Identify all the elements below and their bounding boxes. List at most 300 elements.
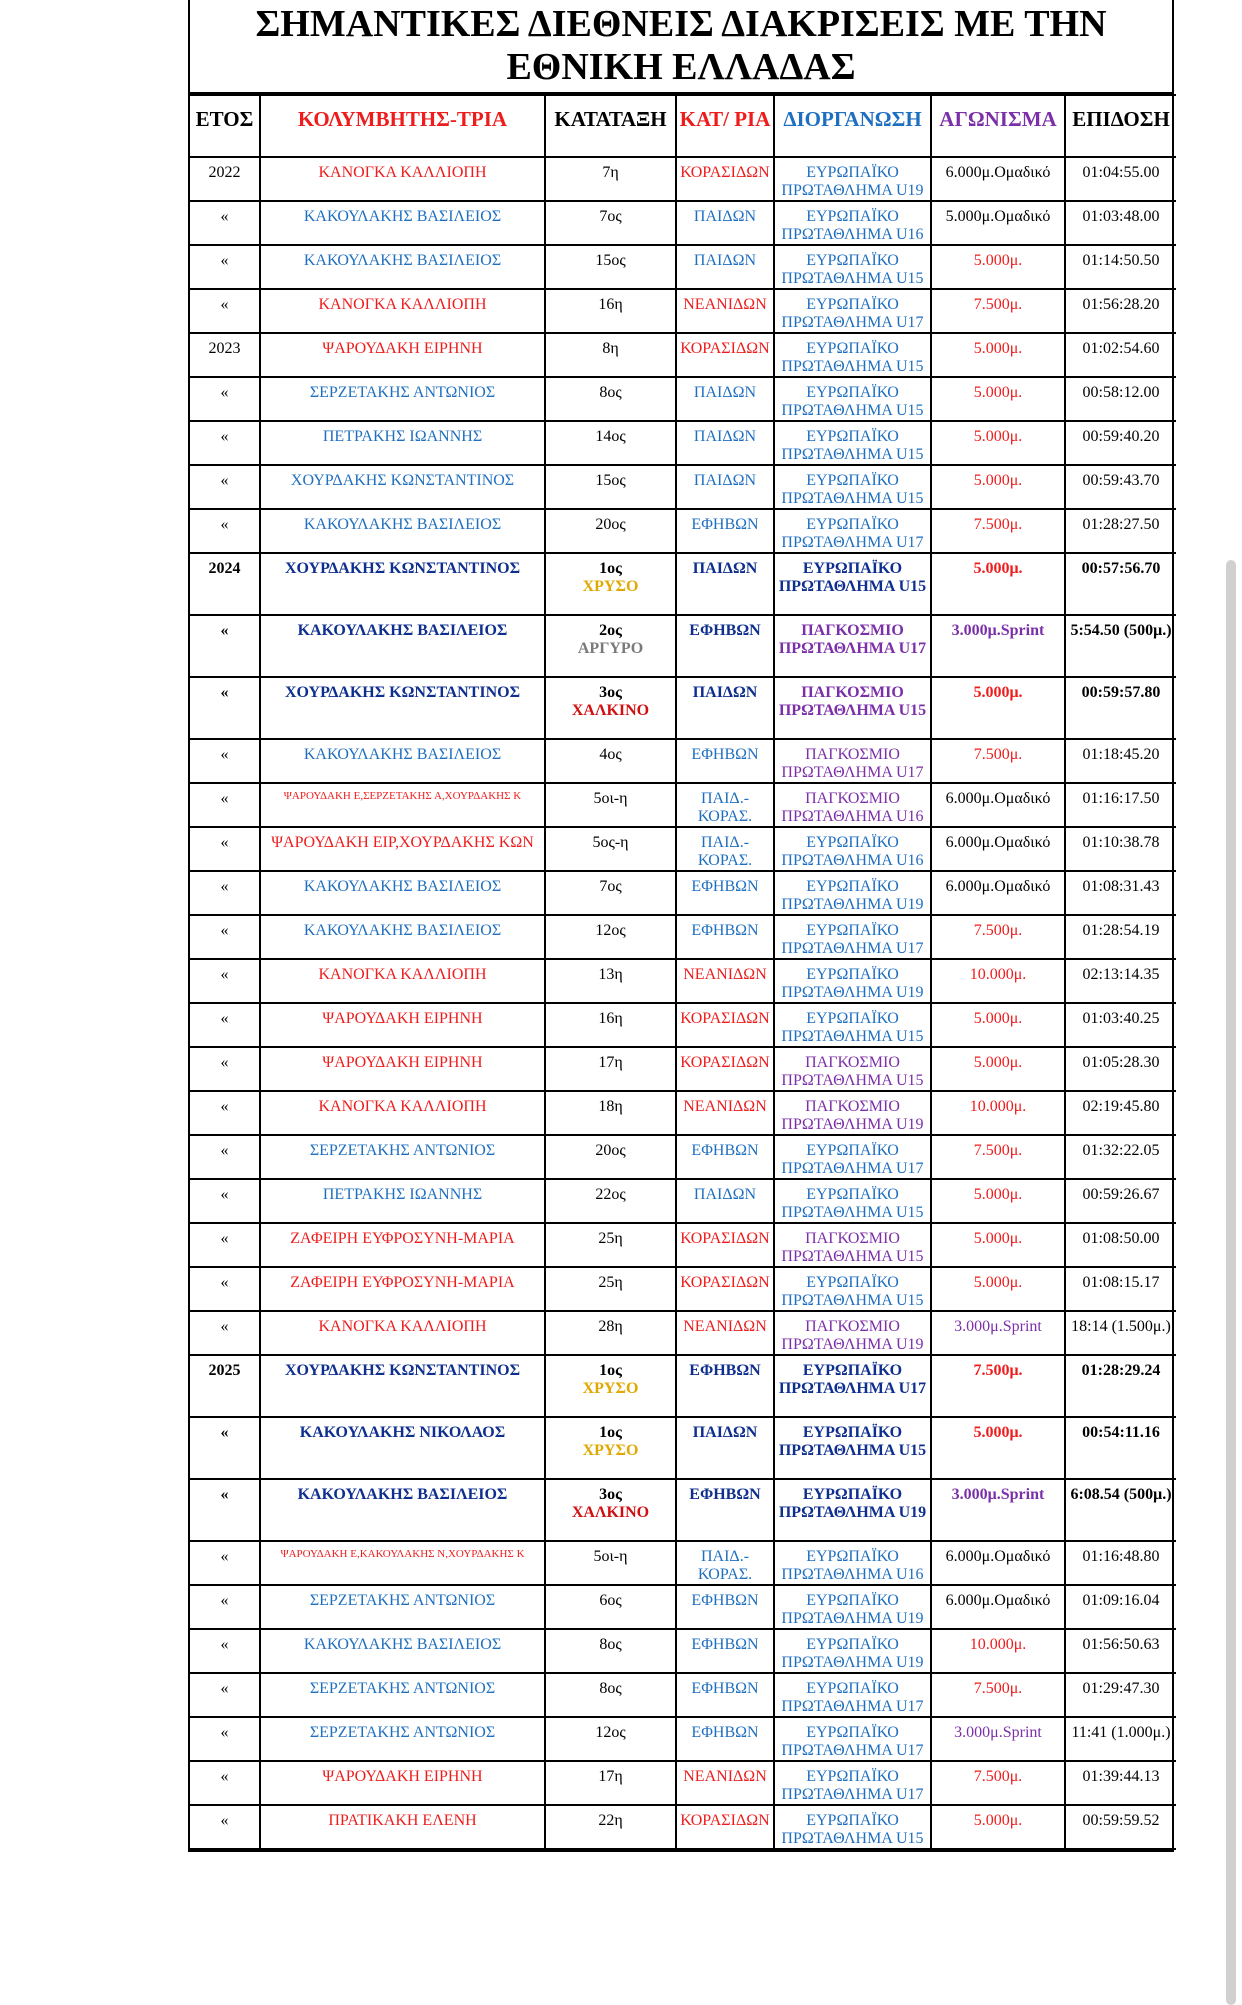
swimmer-cell: ΨΑΡΟΥΔΑΚΗ ΕΙΡΗΝΗ	[260, 333, 545, 377]
rank-cell	[545, 421, 676, 465]
organization-cell: ΠΑΓΚΟΣΜΙΟ ΠΡΩΤΑΘΛΗΜΑ U19	[774, 1311, 931, 1355]
header-year: ΕΤΟΣ	[190, 95, 260, 157]
swimmer-cell: ΣΕΡΖΕΤΑΚΗΣ ΑΝΤΩΝΙΟΣ	[260, 1717, 545, 1761]
category-cell: ΝΕΑΝΙΔΩΝ	[676, 1091, 774, 1135]
rank-value: 20ος	[595, 1142, 626, 1159]
category-cell: ΕΦΗΒΩΝ	[676, 1585, 774, 1629]
table-row	[190, 157, 1176, 201]
rank-cell	[545, 1479, 676, 1541]
organization-cell: ΕΥΡΩΠΑΪΚΟ ΠΡΩΤΑΘΛΗΜΑ U17	[774, 509, 931, 553]
rank-cell	[545, 915, 676, 959]
swimmer-cell: ΚΑΚΟΥΛΑΚΗΣ ΒΑΣΙΛΕΙΟΣ	[260, 245, 545, 289]
time-cell: 01:39:44.13	[1065, 1761, 1176, 1805]
event-cell: 6.000μ.Ομαδικό	[931, 1541, 1065, 1585]
table-row	[190, 1541, 1176, 1585]
year-cell: «	[190, 1761, 260, 1805]
rank-value: 15ος	[595, 252, 626, 269]
table-row	[190, 553, 1176, 615]
swimmer-cell: ΧΟΥΡΔΑΚΗΣ ΚΩΝΣΤΑΝΤΙΝΟΣ	[260, 465, 545, 509]
swimmer-cell: ΠΕΤΡΑΚΗΣ ΙΩΑΝΝΗΣ	[260, 421, 545, 465]
category-cell: ΠΑΙΔΩΝ	[676, 245, 774, 289]
year-cell: «	[190, 1047, 260, 1091]
year-cell: 2023	[190, 333, 260, 377]
table-row	[190, 915, 1176, 959]
event-cell: 7.500μ.	[931, 739, 1065, 783]
rank-value: 16η	[598, 296, 623, 313]
organization-cell: ΠΑΓΚΟΣΜΙΟ ΠΡΩΤΑΘΛΗΜΑ U15	[774, 1223, 931, 1267]
time-cell: 18:14 (1.500μ.)	[1065, 1311, 1176, 1355]
category-cell: ΠΑΙΔΩΝ	[676, 677, 774, 739]
event-cell: 6.000μ.Ομαδικό	[931, 783, 1065, 827]
category-cell: ΠΑΙΔΩΝ	[676, 1179, 774, 1223]
event-cell: 5.000μ.	[931, 553, 1065, 615]
organization-cell: ΕΥΡΩΠΑΪΚΟ ΠΡΩΤΑΘΛΗΜΑ U17	[774, 1761, 931, 1805]
year-cell: «	[190, 827, 260, 871]
event-cell: 6.000μ.Ομαδικό	[931, 157, 1065, 201]
header-category: ΚΑΤ/ ΡΙΑ	[676, 95, 774, 157]
rank-value: 22ος	[595, 1186, 626, 1203]
rank-value: 13η	[598, 966, 623, 983]
medal-label: ΧΡΥΣΟ	[582, 1442, 639, 1459]
event-cell: 6.000μ.Ομαδικό	[931, 827, 1065, 871]
rank-cell	[545, 1003, 676, 1047]
rank-value: 22η	[598, 1812, 623, 1829]
table-row	[190, 1267, 1176, 1311]
category-cell: ΠΑΙΔΩΝ	[676, 465, 774, 509]
year-cell: «	[190, 245, 260, 289]
swimmer-cell: ΚΑΚΟΥΛΑΚΗΣ ΒΑΣΙΛΕΙΟΣ	[260, 739, 545, 783]
time-cell: 01:32:22.05	[1065, 1135, 1176, 1179]
time-cell: 01:28:54.19	[1065, 915, 1176, 959]
rank-value: 3ος	[599, 1486, 622, 1503]
organization-cell: ΕΥΡΩΠΑΪΚΟ ΠΡΩΤΑΘΛΗΜΑ U17	[774, 1135, 931, 1179]
table-row	[190, 739, 1176, 783]
swimmer-cell: ΚΑΝΟΓΚΑ ΚΑΛΛΙΟΠΗ	[260, 1311, 545, 1355]
time-cell: 01:16:48.80	[1065, 1541, 1176, 1585]
swimmer-cell: ΧΟΥΡΔΑΚΗΣ ΚΩΝΣΤΑΝΤΙΝΟΣ	[260, 677, 545, 739]
swimmer-cell: ΨΑΡΟΥΔΑΚΗ ΕΙΡΗΝΗ	[260, 1761, 545, 1805]
swimmer-cell: ΚΑΝΟΓΚΑ ΚΑΛΛΙΟΠΗ	[260, 289, 545, 333]
category-cell: ΕΦΗΒΩΝ	[676, 615, 774, 677]
swimmer-cell: ΖΑΦΕΙΡΗ ΕΥΦΡΟΣΥΝΗ-ΜΑΡΙΑ	[260, 1267, 545, 1311]
swimmer-cell: ΚΑΚΟΥΛΑΚΗΣ ΒΑΣΙΛΕΙΟΣ	[260, 509, 545, 553]
rank-cell	[545, 1311, 676, 1355]
rank-value: 5ος-η	[592, 834, 629, 851]
organization-cell: ΕΥΡΩΠΑΪΚΟ ΠΡΩΤΑΘΛΗΜΑ U17	[774, 915, 931, 959]
rank-value: 5οι-η	[593, 790, 628, 807]
rank-value: 7ος	[599, 208, 622, 225]
category-cell: ΕΦΗΒΩΝ	[676, 1135, 774, 1179]
event-cell: 5.000μ.	[931, 377, 1065, 421]
event-cell: 3.000μ.Sprint	[931, 1479, 1065, 1541]
rank-value: 12ος	[595, 1724, 626, 1741]
rank-cell	[545, 1223, 676, 1267]
event-cell: 3.000μ.Sprint	[931, 1311, 1065, 1355]
time-cell: 01:05:28.30	[1065, 1047, 1176, 1091]
rank-cell	[545, 1091, 676, 1135]
time-cell: 01:03:40.25	[1065, 1003, 1176, 1047]
rank-cell	[545, 509, 676, 553]
time-cell: 00:59:26.67	[1065, 1179, 1176, 1223]
time-cell: 01:28:29.24	[1065, 1355, 1176, 1417]
swimmer-cell: ΚΑΝΟΓΚΑ ΚΑΛΛΙΟΠΗ	[260, 959, 545, 1003]
rank-value: 5οι-η	[593, 1548, 628, 1565]
swimmer-cell: ΚΑΚΟΥΛΑΚΗΣ ΝΙΚΟΛΑΟΣ	[260, 1417, 545, 1479]
event-cell: 7.500μ.	[931, 1135, 1065, 1179]
year-cell: 2025	[190, 1355, 260, 1417]
category-cell: ΚΟΡΑΣΙΔΩΝ	[676, 157, 774, 201]
year-cell: «	[190, 1585, 260, 1629]
rank-value: 25η	[598, 1274, 623, 1291]
year-cell: «	[190, 465, 260, 509]
rank-cell	[545, 871, 676, 915]
organization-cell: ΕΥΡΩΠΑΪΚΟ ΠΡΩΤΑΘΛΗΜΑ U17	[774, 1717, 931, 1761]
event-cell: 7.500μ.	[931, 509, 1065, 553]
table-row	[190, 677, 1176, 739]
rank-cell	[545, 1417, 676, 1479]
rank-cell	[545, 959, 676, 1003]
table-row	[190, 1673, 1176, 1717]
rank-cell	[545, 465, 676, 509]
swimmer-cell: ΚΑΚΟΥΛΑΚΗΣ ΒΑΣΙΛΕΙΟΣ	[260, 871, 545, 915]
table-row	[190, 1135, 1176, 1179]
time-cell: 6:08.54 (500μ.)	[1065, 1479, 1176, 1541]
rank-value: 7ος	[599, 878, 622, 895]
rank-cell	[545, 827, 676, 871]
table-row	[190, 1003, 1176, 1047]
header-rank: ΚΑΤΑΤΑΞΗ	[545, 95, 676, 157]
organization-cell: ΕΥΡΩΠΑΪΚΟ ΠΡΩΤΑΘΛΗΜΑ U17	[774, 1673, 931, 1717]
swimmer-cell: ΧΟΥΡΔΑΚΗΣ ΚΩΝΣΤΑΝΤΙΝΟΣ	[260, 553, 545, 615]
time-cell: 00:59:57.80	[1065, 677, 1176, 739]
organization-cell: ΕΥΡΩΠΑΪΚΟ ΠΡΩΤΑΘΛΗΜΑ U19	[774, 157, 931, 201]
category-cell: ΚΟΡΑΣΙΔΩΝ	[676, 1003, 774, 1047]
rank-cell	[545, 289, 676, 333]
medal-label: ΑΡΓΥΡΟ	[577, 640, 644, 657]
scrollbar[interactable]	[1226, 560, 1236, 2005]
year-cell: «	[190, 377, 260, 421]
medal-label: ΧΑΛΚΙΝΟ	[571, 702, 650, 719]
swimmer-cell: ΚΑΚΟΥΛΑΚΗΣ ΒΑΣΙΛΕΙΟΣ	[260, 915, 545, 959]
organization-cell: ΕΥΡΩΠΑΪΚΟ ΠΡΩΤΑΘΛΗΜΑ U17	[774, 1355, 931, 1417]
organization-cell: ΕΥΡΩΠΑΪΚΟ ΠΡΩΤΑΘΛΗΜΑ U16	[774, 1541, 931, 1585]
year-cell: «	[190, 1003, 260, 1047]
header-organization: ΔΙΟΡΓΑΝΩΣΗ	[774, 95, 931, 157]
header-swimmer: ΚΟΛΥΜΒΗΤΗΣ-ΤΡΙΑ	[260, 95, 545, 157]
year-cell: «	[190, 1267, 260, 1311]
rank-cell	[545, 201, 676, 245]
category-cell: ΚΟΡΑΣΙΔΩΝ	[676, 1805, 774, 1849]
time-cell: 01:10:38.78	[1065, 827, 1176, 871]
table-row	[190, 1047, 1176, 1091]
time-cell: 01:04:55.00	[1065, 157, 1176, 201]
category-cell: ΠΑΙΔ.- ΚΟΡΑΣ.	[676, 827, 774, 871]
rank-cell	[545, 1585, 676, 1629]
swimmer-cell: ΚΑΚΟΥΛΑΚΗΣ ΒΑΣΙΛΕΙΟΣ	[260, 1629, 545, 1673]
rank-cell	[545, 1717, 676, 1761]
year-cell: «	[190, 289, 260, 333]
swimmer-cell: ΣΕΡΖΕΤΑΚΗΣ ΑΝΤΩΝΙΟΣ	[260, 1585, 545, 1629]
year-cell: «	[190, 615, 260, 677]
organization-cell: ΠΑΓΚΟΣΜΙΟ ΠΡΩΤΑΘΛΗΜΑ U15	[774, 677, 931, 739]
rank-value: 7η	[602, 164, 619, 181]
table-row	[190, 465, 1176, 509]
swimmer-cell: ΚΑΚΟΥΛΑΚΗΣ ΒΑΣΙΛΕΙΟΣ	[260, 201, 545, 245]
event-cell: 5.000μ.	[931, 1417, 1065, 1479]
year-cell: «	[190, 421, 260, 465]
table-row	[190, 201, 1176, 245]
category-cell: ΕΦΗΒΩΝ	[676, 1355, 774, 1417]
category-cell: ΝΕΑΝΙΔΩΝ	[676, 289, 774, 333]
category-cell: ΕΦΗΒΩΝ	[676, 1479, 774, 1541]
rank-value: 18η	[598, 1098, 623, 1115]
time-cell: 01:18:45.20	[1065, 739, 1176, 783]
category-cell: ΕΦΗΒΩΝ	[676, 739, 774, 783]
category-cell: ΠΑΙΔΩΝ	[676, 1417, 774, 1479]
year-cell: 2022	[190, 157, 260, 201]
swimmer-cell: ΚΑΚΟΥΛΑΚΗΣ ΒΑΣΙΛΕΙΟΣ	[260, 1479, 545, 1541]
time-cell: 5:54.50 (500μ.)	[1065, 615, 1176, 677]
organization-cell: ΕΥΡΩΠΑΪΚΟ ΠΡΩΤΑΘΛΗΜΑ U19	[774, 959, 931, 1003]
rank-cell	[545, 1267, 676, 1311]
table-row	[190, 1629, 1176, 1673]
category-cell: ΚΟΡΑΣΙΔΩΝ	[676, 1223, 774, 1267]
category-cell: ΠΑΙΔΩΝ	[676, 421, 774, 465]
year-cell: «	[190, 1673, 260, 1717]
table-row	[190, 289, 1176, 333]
year-cell: «	[190, 1135, 260, 1179]
year-cell: «	[190, 1179, 260, 1223]
organization-cell: ΕΥΡΩΠΑΪΚΟ ΠΡΩΤΑΘΛΗΜΑ U15	[774, 245, 931, 289]
time-cell: 01:56:50.63	[1065, 1629, 1176, 1673]
year-cell: «	[190, 959, 260, 1003]
category-cell: ΠΑΙΔΩΝ	[676, 377, 774, 421]
organization-cell: ΕΥΡΩΠΑΪΚΟ ΠΡΩΤΑΘΛΗΜΑ U15	[774, 333, 931, 377]
category-cell: ΝΕΑΝΙΔΩΝ	[676, 959, 774, 1003]
category-cell: ΠΑΙΔ.- ΚΟΡΑΣ.	[676, 783, 774, 827]
year-cell: «	[190, 1091, 260, 1135]
organization-cell: ΠΑΓΚΟΣΜΙΟ ΠΡΩΤΑΘΛΗΜΑ U15	[774, 1047, 931, 1091]
table-row	[190, 377, 1176, 421]
time-cell: 02:19:45.80	[1065, 1091, 1176, 1135]
event-cell: 5.000μ.	[931, 677, 1065, 739]
time-cell: 01:08:15.17	[1065, 1267, 1176, 1311]
event-cell: 3.000μ.Sprint	[931, 615, 1065, 677]
header-row	[190, 95, 1176, 157]
header-event: ΑΓΩΝΙΣΜΑ	[931, 95, 1065, 157]
medal-label: ΧΑΛΚΙΝΟ	[571, 1504, 650, 1521]
category-cell: ΠΑΙΔ.- ΚΟΡΑΣ.	[676, 1541, 774, 1585]
category-cell: ΚΟΡΑΣΙΔΩΝ	[676, 1047, 774, 1091]
organization-cell: ΕΥΡΩΠΑΪΚΟ ΠΡΩΤΑΘΛΗΜΑ U19	[774, 1585, 931, 1629]
rank-cell	[545, 1135, 676, 1179]
table-row	[190, 615, 1176, 677]
results-sheet	[188, 0, 1174, 1852]
rank-value: 2ος	[599, 622, 622, 639]
rank-cell	[545, 1673, 676, 1717]
rank-value: 14ος	[595, 428, 626, 445]
category-cell: ΝΕΑΝΙΔΩΝ	[676, 1761, 774, 1805]
organization-cell: ΕΥΡΩΠΑΪΚΟ ΠΡΩΤΑΘΛΗΜΑ U15	[774, 421, 931, 465]
header-time: ΕΠΙΔΟΣΗ	[1065, 95, 1176, 157]
swimmer-cell: ΣΕΡΖΕΤΑΚΗΣ ΑΝΤΩΝΙΟΣ	[260, 1135, 545, 1179]
category-cell: ΕΦΗΒΩΝ	[676, 915, 774, 959]
rank-value: 4ος	[599, 746, 622, 763]
time-cell: 11:41 (1.000μ.)	[1065, 1717, 1176, 1761]
organization-cell: ΕΥΡΩΠΑΪΚΟ ΠΡΩΤΑΘΛΗΜΑ U15	[774, 1179, 931, 1223]
table-row	[190, 1417, 1176, 1479]
rank-value: 1ος	[599, 1362, 622, 1379]
rank-value: 3ος	[599, 684, 622, 701]
event-cell: 5.000μ.	[931, 421, 1065, 465]
year-cell: «	[190, 871, 260, 915]
organization-cell: ΕΥΡΩΠΑΪΚΟ ΠΡΩΤΑΘΛΗΜΑ U17	[774, 289, 931, 333]
rank-value: 8ος	[599, 1680, 622, 1697]
rank-value: 1ος	[599, 560, 622, 577]
time-cell: 00:59:43.70	[1065, 465, 1176, 509]
organization-cell: ΕΥΡΩΠΑΪΚΟ ΠΡΩΤΑΘΛΗΜΑ U15	[774, 377, 931, 421]
category-cell: ΚΟΡΑΣΙΔΩΝ	[676, 333, 774, 377]
medal-label: ΧΡΥΣΟ	[582, 578, 639, 595]
swimmer-cell: ΣΕΡΖΕΤΑΚΗΣ ΑΝΤΩΝΙΟΣ	[260, 1673, 545, 1717]
rank-cell	[545, 783, 676, 827]
swimmer-cell: ΚΑΚΟΥΛΑΚΗΣ ΒΑΣΙΛΕΙΟΣ	[260, 615, 545, 677]
time-cell: 00:59:40.20	[1065, 421, 1176, 465]
year-cell: «	[190, 1805, 260, 1849]
event-cell: 7.500μ.	[931, 1673, 1065, 1717]
organization-cell: ΕΥΡΩΠΑΪΚΟ ΠΡΩΤΑΘΛΗΜΑ U15	[774, 1267, 931, 1311]
table-row	[190, 1179, 1176, 1223]
rank-value: 28η	[598, 1318, 623, 1335]
year-cell: «	[190, 1717, 260, 1761]
table-row	[190, 333, 1176, 377]
event-cell: 10.000μ.	[931, 959, 1065, 1003]
time-cell: 00:59:59.52	[1065, 1805, 1176, 1849]
table-row	[190, 1805, 1176, 1849]
organization-cell: ΕΥΡΩΠΑΪΚΟ ΠΡΩΤΑΘΛΗΜΑ U15	[774, 1417, 931, 1479]
category-cell: ΕΦΗΒΩΝ	[676, 1629, 774, 1673]
event-cell: 5.000μ.	[931, 1223, 1065, 1267]
swimmer-cell: ΨΑΡΟΥΔΑΚΗ Ε,ΣΕΡΖΕΤΑΚΗΣ Α,ΧΟΥΡΔΑΚΗΣ Κ	[260, 783, 545, 827]
time-cell: 00:58:12.00	[1065, 377, 1176, 421]
event-cell: 10.000μ.	[931, 1629, 1065, 1673]
time-cell: 01:56:28.20	[1065, 289, 1176, 333]
swimmer-cell: ΠΕΤΡΑΚΗΣ ΙΩΑΝΝΗΣ	[260, 1179, 545, 1223]
table-row	[190, 245, 1176, 289]
time-cell: 01:29:47.30	[1065, 1673, 1176, 1717]
page-title: ΣΗΜΑΝΤΙΚΕΣ ΔΙΕΘΝΕΙΣ ΔΙΑΚΡΙΣΕΙΣ ΜΕ ΤΗΝ ΕΘΝΙΚΗ ΕΛΛΑΔΑΣ	[255, 3, 1107, 88]
rank-cell	[545, 377, 676, 421]
organization-cell: ΕΥΡΩΠΑΪΚΟ ΠΡΩΤΑΘΛΗΜΑ U19	[774, 1479, 931, 1541]
rank-cell	[545, 1629, 676, 1673]
time-cell: 01:14:50.50	[1065, 245, 1176, 289]
swimmer-cell: ΚΑΝΟΓΚΑ ΚΑΛΛΙΟΠΗ	[260, 1091, 545, 1135]
rank-value: 16η	[598, 1010, 623, 1027]
rank-cell	[545, 1805, 676, 1849]
table-row	[190, 1585, 1176, 1629]
year-cell: 2024	[190, 553, 260, 615]
table-row	[190, 1761, 1176, 1805]
table-row	[190, 1717, 1176, 1761]
year-cell: «	[190, 915, 260, 959]
table-row	[190, 1355, 1176, 1417]
rank-cell	[545, 615, 676, 677]
table-row	[190, 827, 1176, 871]
organization-cell: ΕΥΡΩΠΑΪΚΟ ΠΡΩΤΑΘΛΗΜΑ U15	[774, 465, 931, 509]
rank-cell	[545, 677, 676, 739]
table-row	[190, 871, 1176, 915]
rank-value: 25η	[598, 1230, 623, 1247]
event-cell: 5.000μ.	[931, 333, 1065, 377]
rank-cell	[545, 333, 676, 377]
swimmer-cell: ΨΑΡΟΥΔΑΚΗ ΕΙΡΗΝΗ	[260, 1047, 545, 1091]
rank-value: 8η	[602, 340, 619, 357]
category-cell: ΝΕΑΝΙΔΩΝ	[676, 1311, 774, 1355]
event-cell: 5.000μ.Ομαδικό	[931, 201, 1065, 245]
event-cell: 6.000μ.Ομαδικό	[931, 871, 1065, 915]
event-cell: 5.000μ.	[931, 465, 1065, 509]
rank-value: 8ος	[599, 384, 622, 401]
table-row	[190, 421, 1176, 465]
rank-value: 15ος	[595, 472, 626, 489]
organization-cell: ΕΥΡΩΠΑΪΚΟ ΠΡΩΤΑΘΛΗΜΑ U16	[774, 201, 931, 245]
event-cell: 10.000μ.	[931, 1091, 1065, 1135]
year-cell: «	[190, 201, 260, 245]
rank-cell	[545, 157, 676, 201]
event-cell: 3.000μ.Sprint	[931, 1717, 1065, 1761]
table-row	[190, 1223, 1176, 1267]
title-box	[190, 0, 1172, 94]
category-cell: ΕΦΗΒΩΝ	[676, 871, 774, 915]
year-cell: «	[190, 1417, 260, 1479]
rank-value: 8ος	[599, 1636, 622, 1653]
event-cell: 5.000μ.	[931, 1805, 1065, 1849]
swimmer-cell: ΣΕΡΖΕΤΑΚΗΣ ΑΝΤΩΝΙΟΣ	[260, 377, 545, 421]
event-cell: 5.000μ.	[931, 1267, 1065, 1311]
year-cell: «	[190, 1311, 260, 1355]
organization-cell: ΠΑΓΚΟΣΜΙΟ ΠΡΩΤΑΘΛΗΜΑ U17	[774, 739, 931, 783]
swimmer-cell: ΖΑΦΕΙΡΗ ΕΥΦΡΟΣΥΝΗ-ΜΑΡΙΑ	[260, 1223, 545, 1267]
rank-value: 20ος	[595, 516, 626, 533]
category-cell: ΕΦΗΒΩΝ	[676, 1717, 774, 1761]
time-cell: 01:08:31.43	[1065, 871, 1176, 915]
event-cell: 5.000μ.	[931, 245, 1065, 289]
event-cell: 6.000μ.Ομαδικό	[931, 1585, 1065, 1629]
event-cell: 7.500μ.	[931, 289, 1065, 333]
organization-cell: ΕΥΡΩΠΑΪΚΟ ΠΡΩΤΑΘΛΗΜΑ U19	[774, 1629, 931, 1673]
category-cell: ΠΑΙΔΩΝ	[676, 553, 774, 615]
swimmer-cell: ΠΡΑΤΙΚΑΚΗ ΕΛΕΝΗ	[260, 1805, 545, 1849]
results-table	[190, 94, 1176, 1850]
rank-cell	[545, 1179, 676, 1223]
organization-cell: ΕΥΡΩΠΑΪΚΟ ΠΡΩΤΑΘΛΗΜΑ U15	[774, 553, 931, 615]
year-cell: «	[190, 1541, 260, 1585]
event-cell: 5.000μ.	[931, 1179, 1065, 1223]
organization-cell: ΕΥΡΩΠΑΪΚΟ ΠΡΩΤΑΘΛΗΜΑ U19	[774, 871, 931, 915]
time-cell: 00:54:11.16	[1065, 1417, 1176, 1479]
category-cell: ΠΑΙΔΩΝ	[676, 201, 774, 245]
table-row	[190, 783, 1176, 827]
rank-value: 17η	[598, 1768, 623, 1785]
rank-value: 12ος	[595, 922, 626, 939]
rank-cell	[545, 1355, 676, 1417]
time-cell: 01:09:16.04	[1065, 1585, 1176, 1629]
table-row	[190, 509, 1176, 553]
year-cell: «	[190, 739, 260, 783]
category-cell: ΕΦΗΒΩΝ	[676, 1673, 774, 1717]
organization-cell: ΠΑΓΚΟΣΜΙΟ ΠΡΩΤΑΘΛΗΜΑ U19	[774, 1091, 931, 1135]
year-cell: «	[190, 677, 260, 739]
